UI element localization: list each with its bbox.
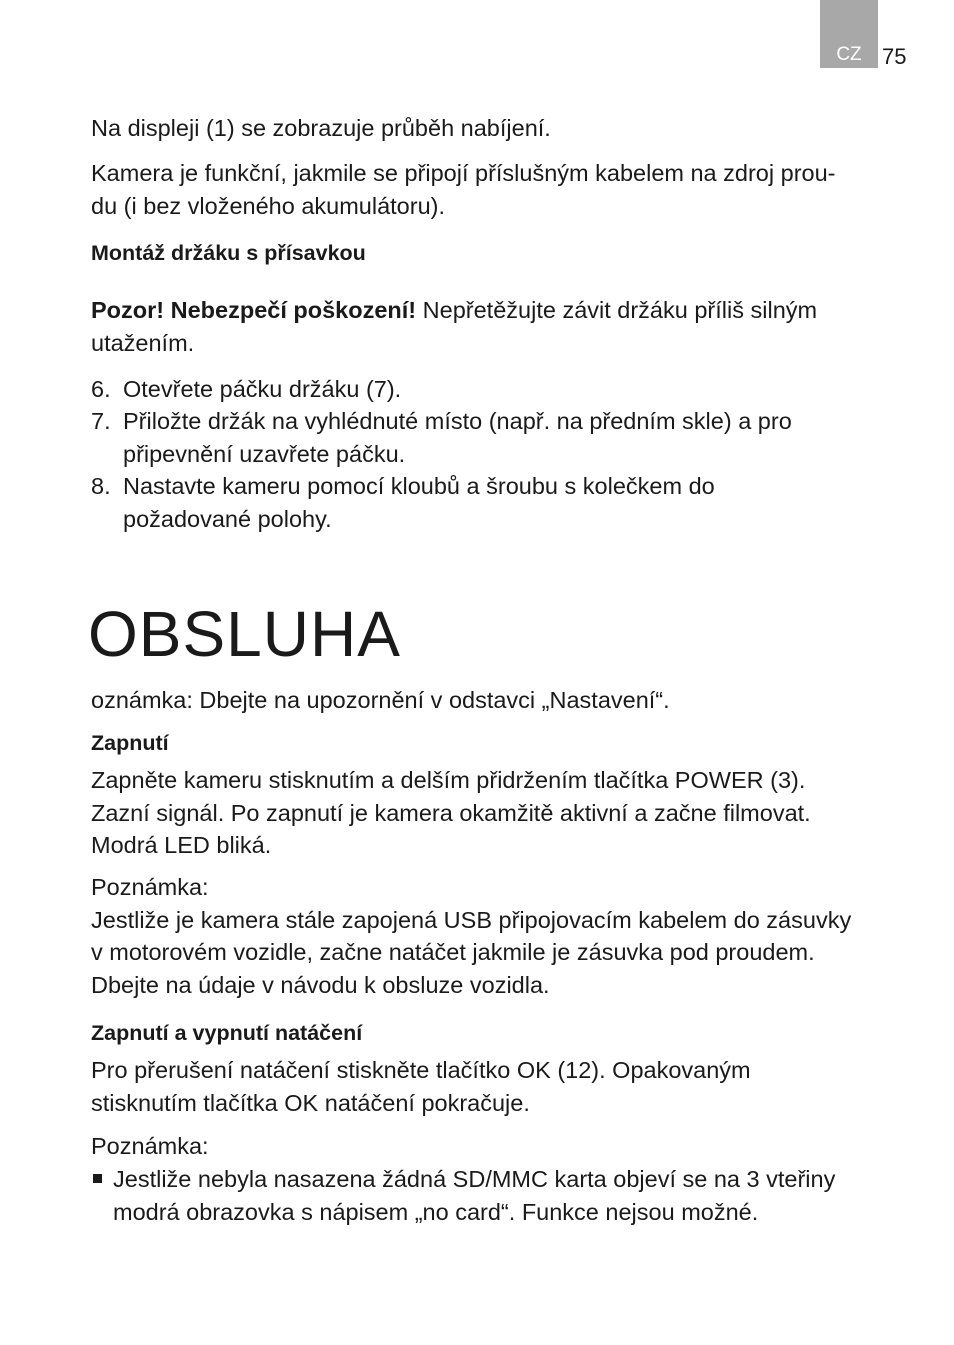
recording-heading: Zapnutí a vypnutí natáčení bbox=[91, 1021, 363, 1045]
warning-line2: utažením. bbox=[91, 329, 195, 356]
step-line: připevnění uzavřete páčku. bbox=[123, 440, 406, 467]
text-line: v motorovém vozidle, začne natáčet jakmile je zásuvka pod proudem. bbox=[91, 939, 815, 965]
language-tab bbox=[820, 0, 878, 68]
step-line: Otevřete páčku držáku (7). bbox=[123, 376, 402, 402]
note-label: Poznámka: bbox=[91, 874, 209, 900]
page-number: 75 bbox=[882, 44, 907, 69]
step-number: 6. bbox=[91, 376, 111, 402]
text-line: Jestliže nebyla nasazena žádná SD/MMC karta objeví se na 3 vteřiny bbox=[113, 1166, 836, 1192]
warning-bold: Pozor! Nebezpečí poškození! bbox=[91, 297, 417, 323]
warning-text: Nepřetěžujte závit držáku příliš silným bbox=[416, 297, 818, 323]
mount-heading: Montáž držáku s přísavkou bbox=[91, 241, 366, 265]
power-paragraph bbox=[91, 157, 911, 222]
recording-paragraph bbox=[91, 1054, 911, 1119]
language-code: CZ bbox=[836, 44, 862, 65]
charging-paragraph: Na displeji (1) se zobrazuje průběh nabíjení. bbox=[91, 115, 551, 141]
step-text bbox=[123, 470, 883, 535]
step-line: Nastavte kameru pomocí kloubů a šroubu s kolečkem do bbox=[123, 473, 715, 499]
section-title: OBSLUHA bbox=[88, 598, 401, 670]
text-line: Modrá LED bliká. bbox=[91, 832, 272, 858]
text-line: modrá obrazovka s nápisem „no card“. Funkce nejsou možné. bbox=[113, 1198, 759, 1225]
power-on-paragraph bbox=[91, 764, 911, 862]
text-line: stisknutím tlačítka OK natáčení pokračuje. bbox=[91, 1089, 530, 1116]
power-paragraph-line1: Kamera je funkční, jakmile se připojí příslušným kabelem na zdroj prou- bbox=[91, 160, 836, 186]
step-line: požadované polohy. bbox=[123, 505, 332, 532]
text-line: Jestliže je kamera stále zapojená USB připojovacím kabelem do zásuvky bbox=[91, 906, 852, 933]
step-text bbox=[123, 373, 883, 406]
step-line: Přiložte držák na vyhlédnuté místo (např. na předním skle) a pro bbox=[123, 408, 792, 434]
bullet-square-icon bbox=[93, 1174, 102, 1183]
note-intro: oznámka: Dbejte na upozornění v odstavci „Nastavení“. bbox=[91, 687, 670, 713]
text-line: Dbejte na údaje v návodu k obsluze vozidla. bbox=[91, 971, 550, 998]
text-line: Zapněte kameru stisknutím a delším přidržením tlačítka POWER (3). bbox=[91, 767, 806, 793]
text-line: Pro přerušení natáčení stiskněte tlačítko OK (12). Opakovaným bbox=[91, 1057, 751, 1083]
text-line: Zazní signál. Po zapnutí je kamera okamžitě aktivní a začne filmovat. bbox=[91, 799, 811, 826]
power-paragraph-line2: du (i bez vloženého akumulátoru). bbox=[91, 192, 446, 219]
note-usb bbox=[91, 871, 911, 1001]
step-text bbox=[123, 405, 883, 470]
bullet-text bbox=[113, 1163, 903, 1228]
power-on-heading: Zapnutí bbox=[91, 731, 169, 755]
note-label: Poznámka: bbox=[91, 1133, 209, 1159]
warning-paragraph bbox=[91, 294, 911, 359]
step-number: 7. bbox=[91, 408, 111, 434]
step-number: 8. bbox=[91, 473, 111, 499]
warning-line1 bbox=[91, 294, 911, 327]
